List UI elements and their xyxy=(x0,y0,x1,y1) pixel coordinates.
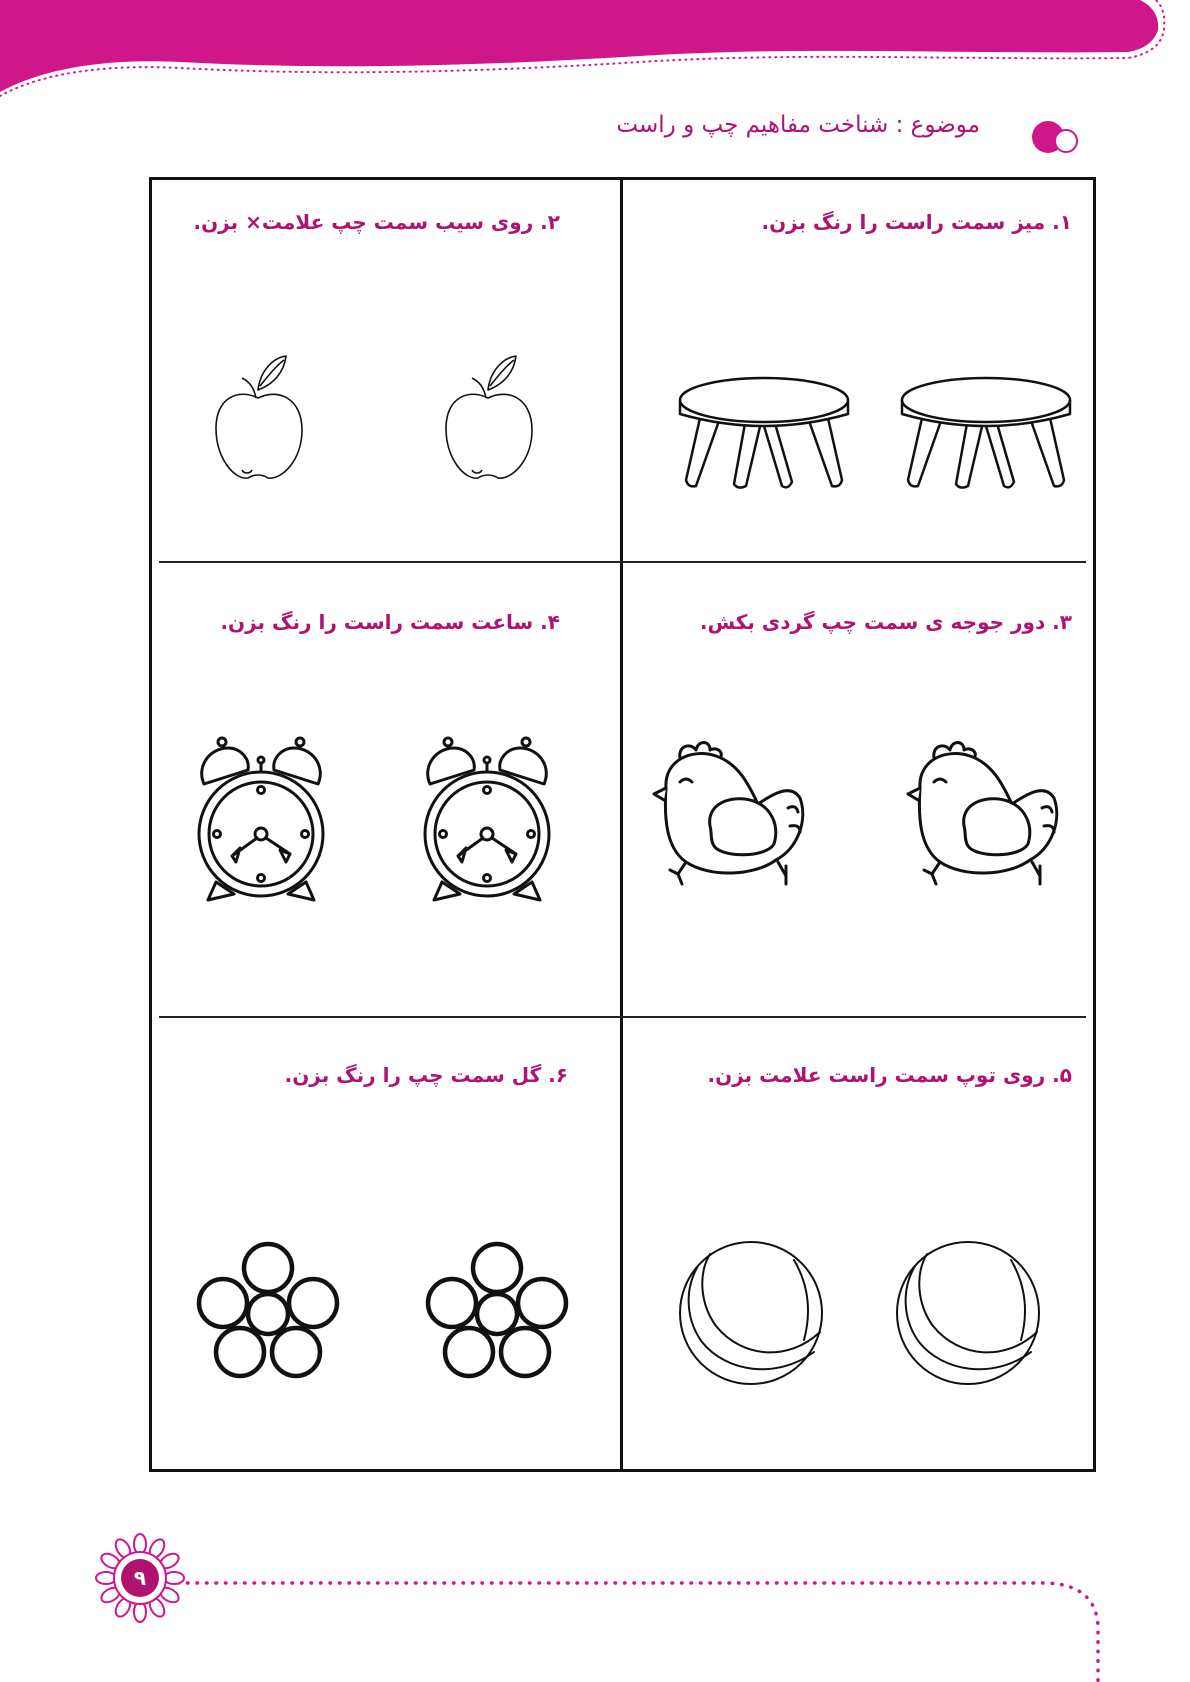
flower-right-icon[interactable] xyxy=(424,1240,570,1386)
apple-left-icon[interactable] xyxy=(208,352,320,486)
grid-divider-horizontal xyxy=(159,561,1086,563)
question-4: ۴. ساعت سمت راست را رنگ بزن. xyxy=(220,610,560,634)
chick-left-icon[interactable] xyxy=(650,738,820,888)
grid-divider-vertical xyxy=(620,177,623,1472)
alarm-clock-right-icon[interactable] xyxy=(420,736,554,904)
ball-right-icon[interactable] xyxy=(893,1238,1043,1388)
stool-right-icon[interactable] xyxy=(900,368,1072,493)
stool-left-icon[interactable] xyxy=(678,368,850,493)
bullet-icon xyxy=(1022,113,1082,157)
flower-left-icon[interactable] xyxy=(195,1240,341,1386)
question-6: ۶. گل سمت چپ را رنگ بزن. xyxy=(284,1063,568,1087)
apple-right-icon[interactable] xyxy=(438,352,550,486)
header-wave xyxy=(0,0,1158,92)
question-2: ۲. روی سیب سمت چپ علامت× بزن. xyxy=(193,210,560,234)
question-3: ۳. دور جوجه ی سمت چپ گردی بکش. xyxy=(699,610,1072,634)
page-title: موضوع : شناخت مفاهیم چپ و راست xyxy=(616,112,980,138)
page-number: ۹ xyxy=(133,1566,147,1590)
grid-divider-horizontal xyxy=(159,1016,1086,1018)
ball-left-icon[interactable] xyxy=(676,1238,826,1388)
question-1: ۱. میز سمت راست را رنگ بزن. xyxy=(761,210,1072,234)
chick-right-icon[interactable] xyxy=(904,738,1074,888)
alarm-clock-left-icon[interactable] xyxy=(194,736,328,904)
footer-dotted-line xyxy=(178,1583,1098,1682)
question-5: ۵. روی توپ سمت راست علامت بزن. xyxy=(707,1063,1072,1087)
